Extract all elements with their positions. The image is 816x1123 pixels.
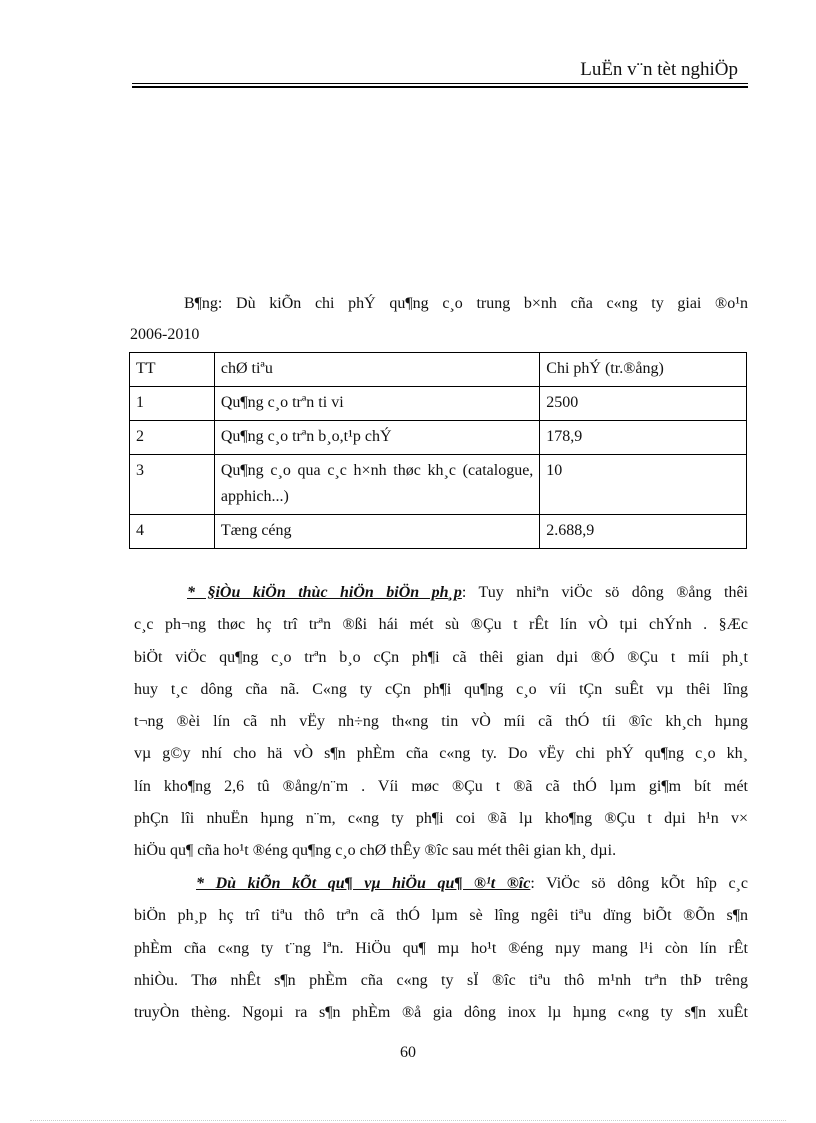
header-item: chØ tiªu <box>214 353 539 387</box>
cell-cost: 10 <box>540 455 747 515</box>
page-number: 60 <box>400 1044 416 1061</box>
paragraph-line: phÇn lîi nhuËn hµng n¨m, c«ng ty ph¶i coi ®ã lµ kho¶ng ®Çu t dµi h¹n v× <box>134 810 748 828</box>
paragraph-expected-results <box>134 868 748 1029</box>
cell-tt: 4 <box>130 515 215 549</box>
cell-tt: 3 <box>130 455 215 515</box>
paragraph-line: t¬ng ®èi lín cã nh vËy nh÷ng th«ng tin vÒ míi cã thÓ tíi ®îc kh¸ch hµng <box>134 713 748 731</box>
paragraph-line: truyÒn thèng. Ngoµi ra s¶n phÈm ®å gia dông inox lµ hµng c«ng ty s¶n xuÊt <box>134 1004 748 1022</box>
paragraph-line: c¸c ph¬ng thøc hç trî trªn ®ßi hái mét sù ®Çu t rÊt lín vÒ tµi chÝnh . §Æc <box>134 616 748 634</box>
cell-tt: 1 <box>130 387 215 421</box>
footer-divider <box>30 1120 786 1121</box>
table-row <box>130 387 747 421</box>
paragraph-line: lín kho¶ng 2,6 tû ®ång/n¨m . Víi møc ®Çu t ®ã cã thÓ lµm gi¶m bít mét <box>134 777 748 795</box>
caption-line-1: B¶ng: Dù kiÕn chi phÝ qu¶ng c¸o trung b×nh cña c«ng ty giai ®o¹n <box>184 295 748 312</box>
cell-tt: 2 <box>130 421 215 455</box>
paragraph-line: vµ g©y nhí cho hä vÒ s¶n phÈm cña c«ng ty. Do vËy chi phÝ qu¶ng c¸o kh¸ <box>134 745 748 763</box>
header-rule-thin <box>132 83 748 84</box>
header-title: LuËn v¨n tèt nghiÖp <box>580 59 738 80</box>
paragraph-line: huy t¸c dông cña nã. C«ng ty cÇn ph¶i qu¶ng c¸o víi tÇn suÊt vµ thêi lîng <box>134 680 748 698</box>
cell-cost: 178,9 <box>540 421 747 455</box>
paragraph-line <box>134 577 748 609</box>
paragraph-line: biÖt viÖc qu¶ng c¸o trªn b¸o cÇn ph¶i cã thêi gian dµi ®Ó ®Çu t míi ph¸t <box>134 648 748 666</box>
paragraph-lead: * Dù kiÕn kÕt qu¶ vµ hiÖu qu¶ ®¹t ®îc <box>196 875 531 892</box>
caption-line-2: 2006-2010 <box>130 326 200 343</box>
header-tt: TT <box>130 353 215 387</box>
header-rule-thick <box>132 86 748 88</box>
cell-item: Tæng céng <box>214 515 539 549</box>
table-row <box>130 421 747 455</box>
cell-item: Qu¶ng c¸o trªn ti vi <box>214 387 539 421</box>
table-row <box>130 455 747 515</box>
paragraph-line: hiÖu qu¶ cña ho¹t ®éng qu¶ng c¸o chØ thÊy ®îc sau mét thêi gian kh¸ dµi. <box>134 842 617 860</box>
paragraph-line: biÖn ph¸p hç trî tiªu thô trªn cã thÓ lµm sè lîng ngêi tiªu dïng biÕt ®Õn s¶n <box>134 907 748 925</box>
cell-cost: 2.688,9 <box>540 515 747 549</box>
paragraph-line-text: : ViÖc sö dông kÕt hîp c¸c <box>530 875 748 892</box>
table-row <box>130 515 747 549</box>
table-caption <box>130 288 748 350</box>
cost-table <box>129 352 747 549</box>
header-cost: Chi phÝ (tr.®ång) <box>540 353 747 387</box>
paragraph-implementation-conditions <box>134 577 748 868</box>
paragraph-line-text: : Tuy nhiªn viÖc sö dông ®ång thêi <box>461 584 748 601</box>
cell-item: Qu¶ng c¸o qua c¸c h×nh thøc kh¸c (catalogue, apphich...) <box>214 455 539 515</box>
paragraph-line <box>134 868 748 900</box>
paragraph-line: phÈm cña c«ng ty t¨ng lªn. HiÖu qu¶ mµ ho¹t ®éng nµy mang l¹i còn lín rÊt <box>134 939 748 957</box>
cell-cost: 2500 <box>540 387 747 421</box>
paragraph-line: nhiÒu. Thø nhÊt s¶n phÈm cña c«ng ty sÏ ®îc tiªu thô m¹nh trªn thÞ trêng <box>134 971 748 989</box>
paragraph-lead: * §iÒu kiÖn thùc hiÖn biÖn ph¸p <box>187 584 462 601</box>
cell-item: Qu¶ng c¸o trªn b¸o,t¹p chÝ <box>214 421 539 455</box>
table-header-row <box>130 353 747 387</box>
